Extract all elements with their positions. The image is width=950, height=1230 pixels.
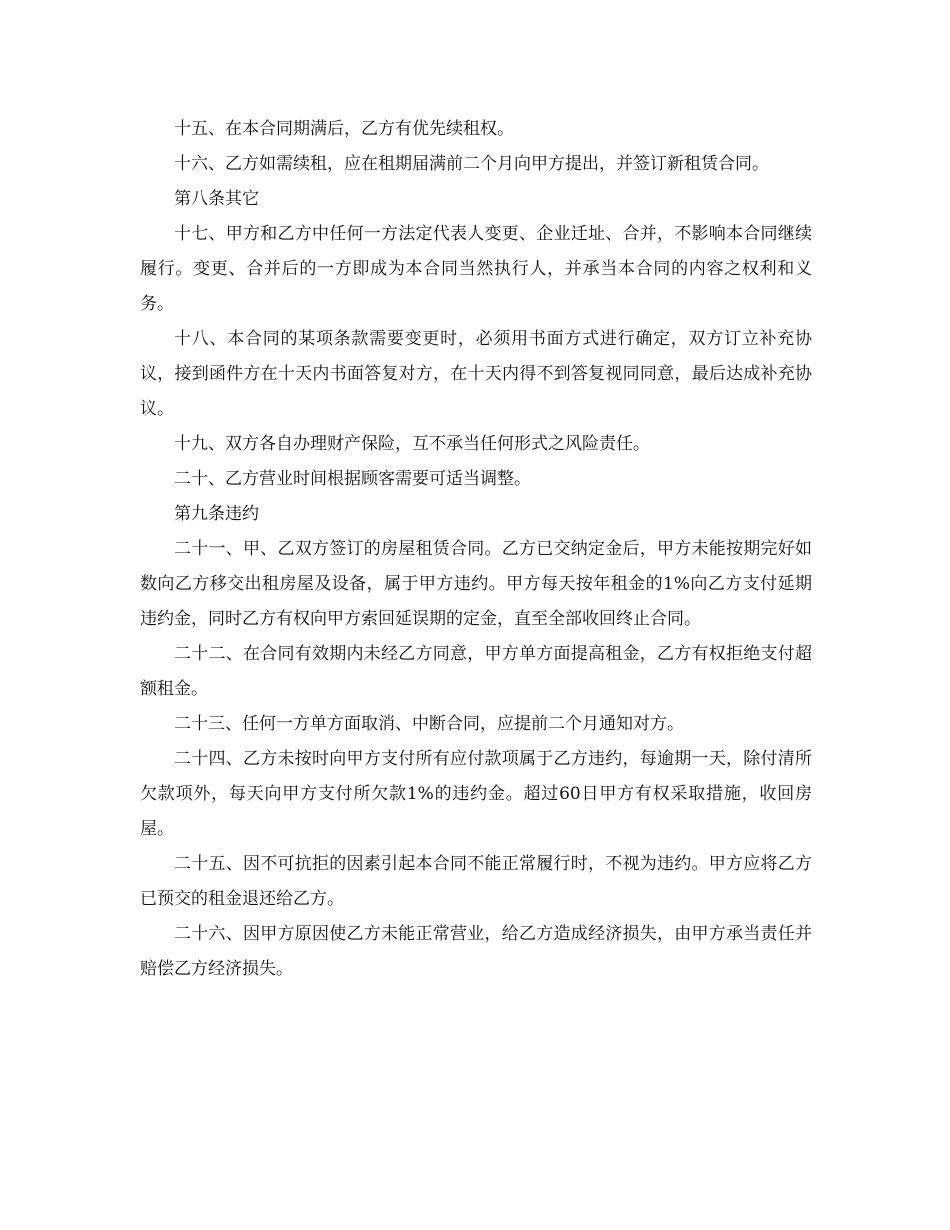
article-9-heading: 第九条违约 xyxy=(174,504,259,524)
clause-19: 十九、双方各自办理财产保险，互不承当任何形式之风险责任。 xyxy=(174,434,650,454)
clause-23: 二十三、任何一方单方面取消、中断合同，应提前二个月通知对方。 xyxy=(174,714,684,734)
clause-20: 二十、乙方营业时间根据顾客需要可适当调整。 xyxy=(174,469,531,489)
document-body xyxy=(140,112,812,987)
clause-16: 十六、乙方如需续租，应在租期届满前二个月向甲方提出，并签订新租赁合同。 xyxy=(174,154,769,174)
clause-18: 十八、本合同的某项条款需要变更时，必须用书面方式进行确定，双方订立补充协议，接到函件方在十天内书面答复对方，在十天内得不到答复视同同意，最后达成补充协议。 xyxy=(140,329,812,419)
clause-26: 二十六、因甲方原因使乙方未能正常营业，给乙方造成经济损失，由甲方承当责任并赔偿乙方经济损失。 xyxy=(140,924,812,979)
clause-21: 二十一、甲、乙双方签订的房屋租赁合同。乙方已交纳定金后，甲方未能按期完好如数向乙方移交出租房屋及设备，属于甲方违约。甲方每天按年租金的1%向乙方支付延期违约金，同时乙方有权向甲方索回延误期的定金，直至全部收回终止合同。 xyxy=(140,539,812,629)
clause-15: 十五、在本合同期满后，乙方有优先续租权。 xyxy=(174,119,514,139)
clause-17: 十七、甲方和乙方中任何一方法定代表人变更、企业迁址、合并，不影响本合同继续履行。变更、合并后的一方即成为本合同当然执行人，并承当本合同的内容之权利和义务。 xyxy=(140,224,812,314)
clause-22: 二十二、在合同有效期内未经乙方同意，甲方单方面提高租金，乙方有权拒绝支付超额租金。 xyxy=(140,644,812,699)
clause-24: 二十四、乙方未按时向甲方支付所有应付款项属于乙方违约，每逾期一天，除付清所欠款项外，每天向甲方支付所欠款1%的违约金。超过60日甲方有权采取措施，收回房屋。 xyxy=(140,749,812,839)
article-8-heading: 第八条其它 xyxy=(174,189,259,209)
clause-25: 二十五、因不可抗拒的因素引起本合同不能正常履行时，不视为违约。甲方应将乙方已预交的租金退还给乙方。 xyxy=(140,854,812,909)
